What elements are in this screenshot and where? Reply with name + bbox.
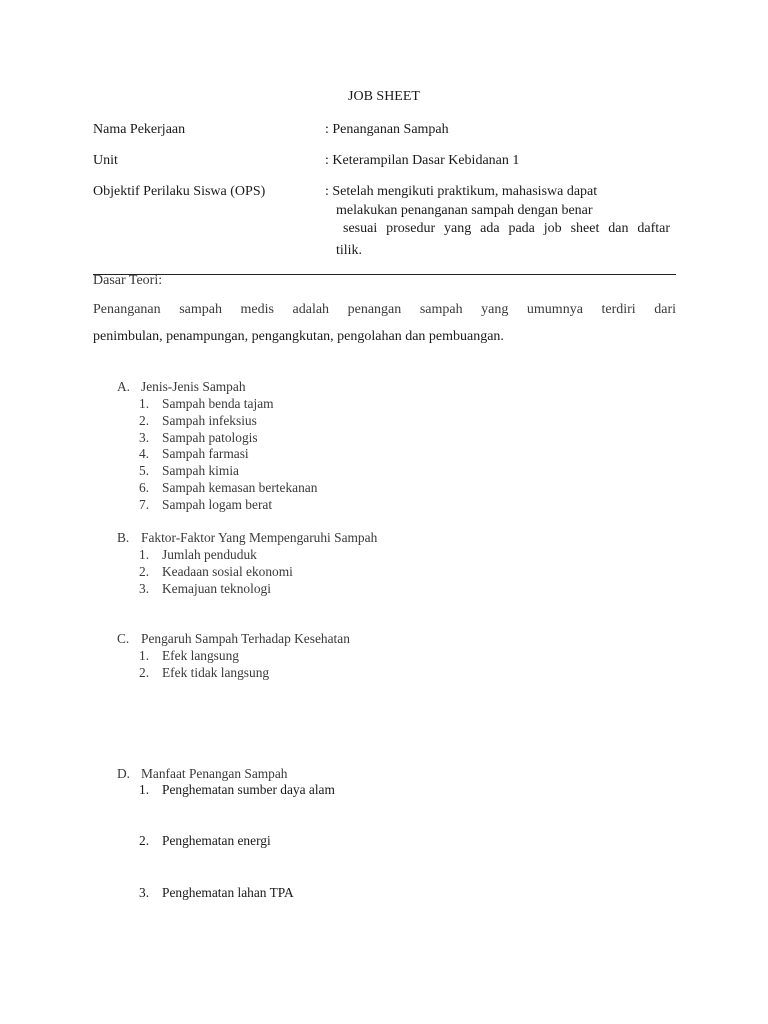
list-item-text: Keadaan sosial ekonomi	[162, 564, 293, 579]
dasar-teori-paragraph-line-1: Penanganan sampah medis adalah penangan sampah yang umumnya terdiri dari	[93, 302, 676, 317]
ops-value-line-2: melakukan penanganan sampah dengan benar	[336, 203, 593, 218]
list-item-number: 1.	[139, 547, 150, 562]
list-item-text: Efek langsung	[162, 648, 239, 663]
unit-label: Unit	[93, 153, 118, 168]
page-title: JOB SHEET	[348, 89, 420, 104]
list-item-number: 2.	[139, 833, 150, 848]
list-item-text: Penghematan sumber daya alam	[162, 782, 335, 797]
list-item-text: Sampah farmasi	[162, 446, 249, 461]
ops-value-line-3: sesuai prosedur yang ada pada job sheet dan daftar	[343, 221, 670, 236]
section-d-title: Manfaat Penangan Sampah	[141, 766, 288, 781]
nama-pekerjaan-label: Nama Pekerjaan	[93, 122, 186, 137]
section-a-title: Jenis-Jenis Sampah	[141, 379, 246, 394]
section-b-letter: B.	[117, 530, 130, 545]
list-item-number: 2.	[139, 564, 150, 579]
nama-pekerjaan-value: : Penanganan Sampah	[325, 122, 449, 137]
ops-label: Objektif Perilaku Siswa (OPS)	[93, 184, 266, 199]
list-item-text: Sampah kemasan bertekanan	[162, 480, 318, 495]
list-item-number: 3.	[139, 581, 150, 596]
list-item-number: 2.	[139, 413, 150, 428]
list-item-text: Sampah patologis	[162, 430, 258, 445]
unit-value: : Keterampilan Dasar Kebidanan 1	[325, 153, 520, 168]
section-a-letter: A.	[117, 379, 131, 394]
list-item-text: Penghematan lahan TPA	[162, 885, 294, 900]
list-item-number: 2.	[139, 665, 150, 680]
header-divider	[93, 274, 676, 275]
section-d-letter: D.	[117, 766, 131, 781]
list-item-text: Penghematan energi	[162, 833, 271, 848]
section-b-title: Faktor-Faktor Yang Mempengaruhi Sampah	[141, 530, 378, 545]
list-item-text: Jumlah penduduk	[162, 547, 257, 562]
list-item-number: 7.	[139, 497, 150, 512]
list-item-number: 3.	[139, 885, 150, 900]
dasar-teori-heading: Dasar Teori:	[93, 273, 163, 288]
list-item-number: 5.	[139, 463, 150, 478]
list-item-number: 6.	[139, 480, 150, 495]
section-c-title: Pengaruh Sampah Terhadap Kesehatan	[141, 631, 350, 646]
list-item-text: Sampah benda tajam	[162, 396, 274, 411]
list-item-number: 1.	[139, 782, 150, 797]
ops-value-line-1: : Setelah mengikuti praktikum, mahasiswa dapat	[325, 184, 598, 199]
list-item-number: 3.	[139, 430, 150, 445]
list-item-number: 1.	[139, 396, 150, 411]
list-item-text: Sampah logam berat	[162, 497, 273, 512]
list-item-number: 1.	[139, 648, 150, 663]
list-item-text: Kemajuan teknologi	[162, 581, 271, 596]
list-item-text: Sampah kimia	[162, 463, 239, 478]
list-item-number: 4.	[139, 446, 150, 461]
ops-value-line-4: tilik.	[336, 243, 363, 258]
list-item-text: Efek tidak langsung	[162, 665, 270, 680]
section-c-letter: C.	[117, 631, 130, 646]
dasar-teori-paragraph-line-2: penimbulan, penampungan, pengangkutan, pengolahan dan pembuangan.	[93, 329, 504, 344]
list-item-text: Sampah infeksius	[162, 413, 257, 428]
